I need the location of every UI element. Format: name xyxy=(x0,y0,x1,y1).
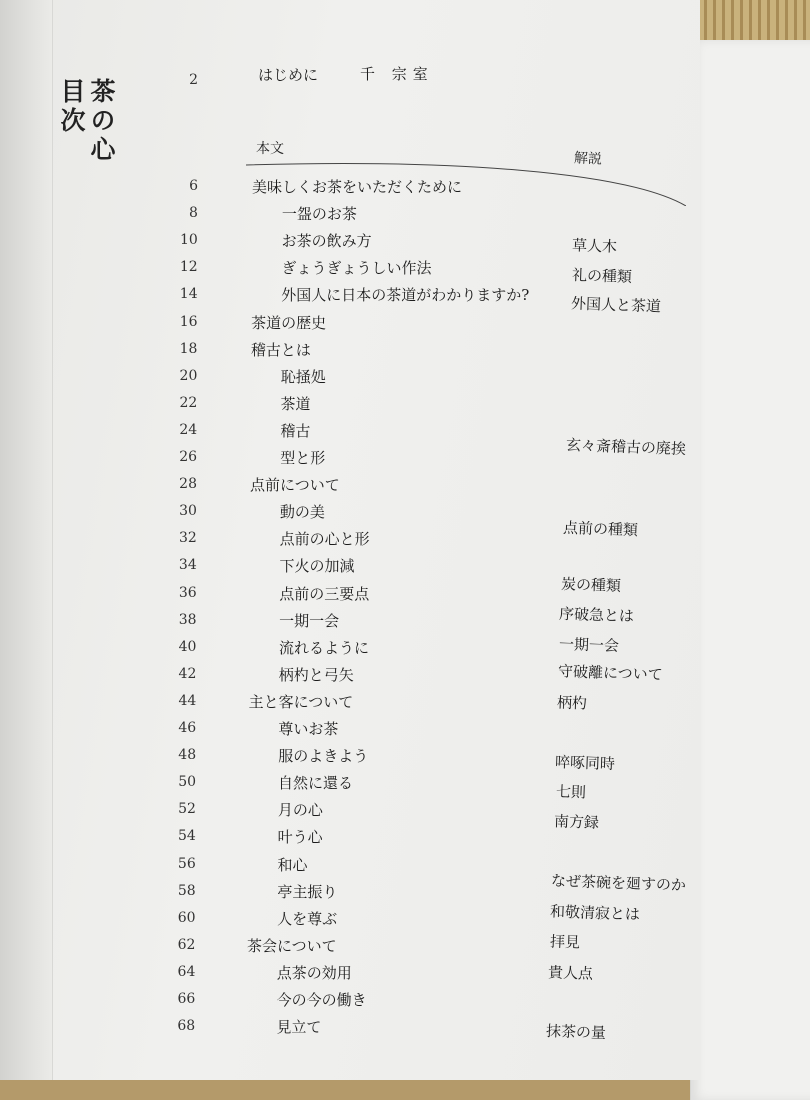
commentary-note: 炭の種類 xyxy=(560,574,622,596)
title-book: 茶の心 xyxy=(87,78,116,165)
toc-page-number: 62 xyxy=(177,936,196,953)
toc-entry: 月の心 xyxy=(277,801,323,820)
commentary-note: 柄杓 xyxy=(556,693,588,713)
toc-entry: 美味しくお茶をいただくために xyxy=(252,178,463,196)
toc-page-number: 56 xyxy=(177,855,196,872)
toc-entry: 今の今の働き xyxy=(276,991,367,1009)
toc-entry: 茶道 xyxy=(280,394,311,413)
commentary-note: 草人木 xyxy=(571,236,618,256)
toc-page-number: 18 xyxy=(179,340,198,357)
toc-entry: 茶道の歴史 xyxy=(251,313,327,332)
commentary-note: 序破急とは xyxy=(558,604,635,626)
toc-entry: 稽古 xyxy=(280,421,311,440)
toc-page-number: 30 xyxy=(179,503,197,520)
toc-page-number: 52 xyxy=(178,801,196,818)
toc-entry: 一期一会 xyxy=(279,611,340,630)
toc-page-number: 58 xyxy=(177,882,196,899)
toc-page-number: 26 xyxy=(179,449,198,465)
toc-entry: 亭主振り xyxy=(277,882,338,901)
toc-entry: ぎょうぎょうしい作法 xyxy=(281,259,432,278)
toc-page-number: 34 xyxy=(178,557,197,574)
toc-entry: 型と形 xyxy=(280,449,326,467)
toc-page-number: 64 xyxy=(177,963,196,980)
toc-page-number: 54 xyxy=(178,828,196,845)
toc-page-number: 10 xyxy=(179,232,198,249)
page-gutter xyxy=(0,0,53,1080)
toc-page-number: 38 xyxy=(178,611,197,628)
toc-entry: 一盌のお茶 xyxy=(281,205,357,224)
toc-entry: 点前について xyxy=(250,476,340,495)
commentary-note: なぜ茶碗を廻すのか xyxy=(550,871,687,895)
toc-page-number: 32 xyxy=(179,530,197,547)
intro-label: はじめに xyxy=(258,66,319,84)
toc-page-number: 28 xyxy=(179,476,197,493)
toc-entry: 外国人に日本の茶道がわかりますか? xyxy=(281,286,530,305)
toc-page-number: 22 xyxy=(179,394,198,411)
commentary-note: 守破離について xyxy=(557,662,663,684)
commentary-note: 南方録 xyxy=(553,812,600,832)
toc-entry: 恥掻処 xyxy=(280,367,326,386)
toc-entry: 稽古とは xyxy=(250,340,311,359)
toc-page-number: 6 xyxy=(189,178,198,194)
toc-entry: 服のよきよう xyxy=(278,747,369,766)
toc-entry: 流れるように xyxy=(278,638,369,657)
toc-page-number: 46 xyxy=(178,720,197,736)
toc-page-number: 12 xyxy=(179,259,198,276)
commentary-note: 貴人点 xyxy=(547,963,594,983)
commentary-note: 礼の種類 xyxy=(571,265,633,287)
toc-entry: 柄杓と弓矢 xyxy=(278,665,354,684)
toc-page-number: 24 xyxy=(179,421,198,438)
toc-entry: 和心 xyxy=(277,855,308,874)
toc-page-number: 36 xyxy=(178,584,197,601)
toc-entry: 点前の心と形 xyxy=(279,530,370,549)
toc-entry: 点茶の効用 xyxy=(276,963,352,982)
toc-page-number: 44 xyxy=(178,692,197,709)
toc-page-number: 40 xyxy=(178,638,197,655)
toc-page-number: 16 xyxy=(179,313,198,330)
toc-page-number: 66 xyxy=(177,991,196,1007)
toc-page-number: 8 xyxy=(188,205,198,222)
commentary-note: 点前の種類 xyxy=(562,518,639,540)
toc-entry: 見立て xyxy=(276,1018,322,1037)
toc-entry: お茶の飲み方 xyxy=(281,232,372,251)
toc-entry: 主と客について xyxy=(248,692,354,711)
toc-entry: 下火の加減 xyxy=(279,557,355,576)
commentary-note: 外国人と茶道 xyxy=(570,294,662,316)
facing-page xyxy=(690,40,810,1100)
toc-page-number: 50 xyxy=(178,774,197,791)
intro-page-number: 2 xyxy=(189,72,198,88)
commentary-note: 玄々斎稽古の廃挨 xyxy=(565,435,687,459)
toc-page-number: 14 xyxy=(179,286,198,303)
intro-author: 千 宗室 xyxy=(360,65,434,83)
header-main-text: 本文 xyxy=(256,141,284,157)
toc-entry: 動の美 xyxy=(279,503,325,522)
toc-page-number: 68 xyxy=(177,1018,196,1035)
header-notes: 解説 xyxy=(573,150,603,168)
commentary-note: 一期一会 xyxy=(558,634,620,656)
toc-entry: 叶う心 xyxy=(277,828,323,847)
toc-page-number: 20 xyxy=(179,367,198,384)
toc-page-number: 48 xyxy=(178,747,197,764)
commentary-note: 和敬清寂とは xyxy=(549,902,641,924)
toc-page-number: 42 xyxy=(178,665,197,682)
toc-entry: 茶会について xyxy=(246,936,337,955)
vertical-title xyxy=(56,78,116,165)
commentary-note: 七則 xyxy=(555,782,587,802)
commentary-note: 抹茶の量 xyxy=(545,1021,607,1043)
toc-entry: 点前の三要点 xyxy=(279,584,370,603)
toc-entry: 人を尊ぶ xyxy=(277,909,338,928)
toc-entry: 尊いお茶 xyxy=(278,720,339,738)
commentary-note: 啐啄同時 xyxy=(554,752,616,774)
title-contents: 目次 xyxy=(57,78,86,136)
toc-entry: 自然に還る xyxy=(278,774,354,793)
commentary-note: 拝見 xyxy=(549,932,581,952)
toc-page-number: 60 xyxy=(177,909,196,926)
